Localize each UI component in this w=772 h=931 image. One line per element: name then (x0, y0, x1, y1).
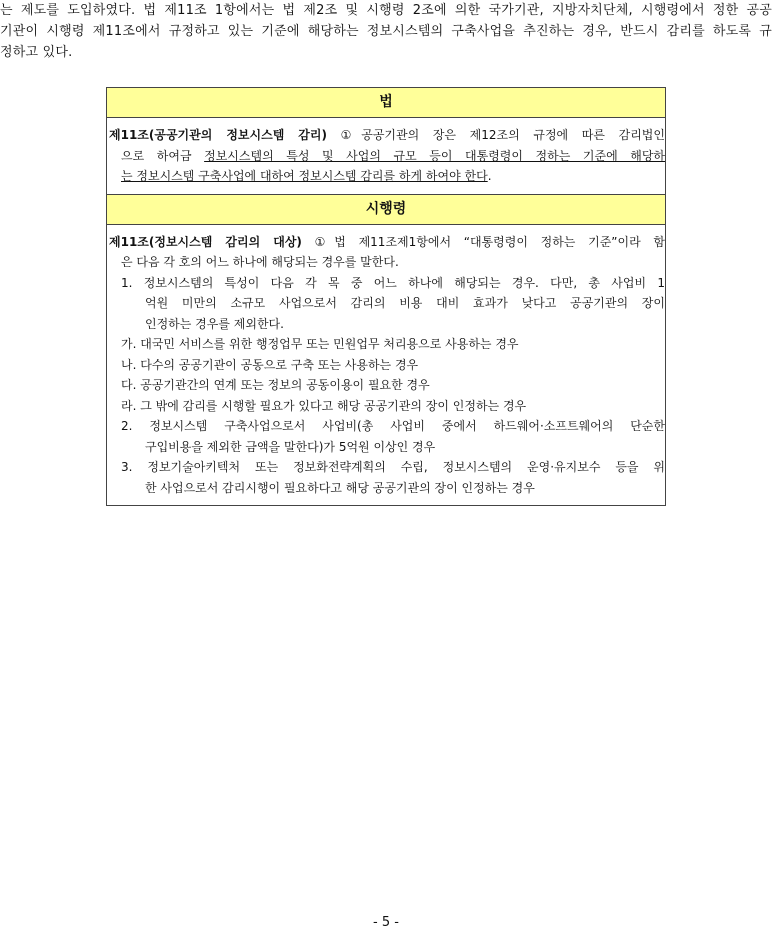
page-number: - 5 - (373, 915, 399, 930)
decree-line: 은 다음 각 호의 어느 하나에 해당되는 경우를 말한다. (121, 255, 399, 269)
decree-item-2-cont: 구입비용을 제외한 금액을 말한다)가 5억원 이상인 경우 (145, 439, 436, 454)
law-article-title: 제11조(공공기관의 정보시스템 감리) (109, 128, 327, 142)
decree-subitem-ga: 가. 대국민 서비스를 위한 행정업무 또는 민원업무 처리용으로 사용하는 경우 (121, 337, 519, 351)
decree-subitem-na: 나. 다수의 공공기관이 공동으로 구축 또는 사용하는 경우 (121, 357, 419, 372)
decree-subitem-da: 다. 공공기관간의 연계 또는 정보의 공동이용이 필요한 경우 (121, 378, 430, 392)
law-line-2 (109, 146, 665, 167)
decree-item-3: 3. 정보기술아키텍처 또는 정보화전략계획의 수립, 정보시스템의 운영·유지보수 등을 위 (121, 460, 665, 474)
decree-item-1-cont: 억원 미만의 소규모 사업으로서 감리의 비용 대비 효과가 낮다고 공공기관의 장이 (145, 296, 665, 310)
law-article-section (107, 118, 665, 194)
decree-header: 시행령 (107, 194, 665, 225)
decree-line-text: ①법 제11조제1항에서 “대통령령이 정하는 기준”이라 함 (301, 234, 665, 249)
law-line-2-plain: 으로 하여금 (121, 148, 205, 163)
law-line-1 (109, 125, 665, 146)
decree-subitem-ra: 라. 그 밖에 감리를 시행할 필요가 있다고 해당 공공기관의 장이 인정하는 경우 (121, 398, 527, 413)
law-comparison-table (106, 87, 666, 506)
law-line-1-text: ①공공기관의 장은 제12조의 규정에 따른 감리법인 (326, 128, 665, 142)
decree-item-1-cont: 인정하는 경우를 제외한다. (145, 316, 284, 331)
law-header: 법 (107, 88, 665, 118)
law-line-2-underlined: 정보시스템의 특성 및 사업의 규모 등이 대통령령이 정하는 기준에 해당하 (204, 148, 665, 163)
decree-item-3-cont: 한 사업으로서 감리시행이 필요하다고 해당 공공기관의 장이 인정하는 경우 (145, 480, 535, 495)
decree-article-title: 제11조(정보시스템 감리의 대상) (109, 234, 302, 249)
decree-article-section (107, 225, 665, 506)
intro-line: 는 제도를 도입하였다. 법 제11조 1항에서는 법 제2조 및 시행령 2조에 의한 국가기관, 지방자치단체, 시행령에서 정한 공공 (0, 3, 772, 18)
intro-line: 정하고 있다. (0, 45, 73, 60)
decree-line (109, 232, 665, 253)
law-line-3-end: . (487, 169, 492, 183)
intro-line: 기관이 시행령 제11조에서 규정하고 있는 기준에 해당하는 정보시스템의 구축사업을 추진하는 경우, 반드시 감리를 하도록 규 (0, 24, 772, 39)
law-line-3-underlined: 는 정보시스템 구축사업에 대하여 정보시스템 감리를 하게 하여야 한다 (121, 169, 488, 183)
law-line-3 (109, 166, 665, 187)
intro-paragraph (0, 0, 772, 63)
decree-item-1: 1. 정보시스템의 특성이 다음 각 목 중 어느 하나에 해당되는 경우. 다만, 총 사업비 1 (121, 275, 665, 290)
decree-item-2: 2. 정보시스템 구축사업으로서 사업비(총 사업비 중에서 하드웨어·소프트웨어의 단순한 (121, 419, 665, 433)
